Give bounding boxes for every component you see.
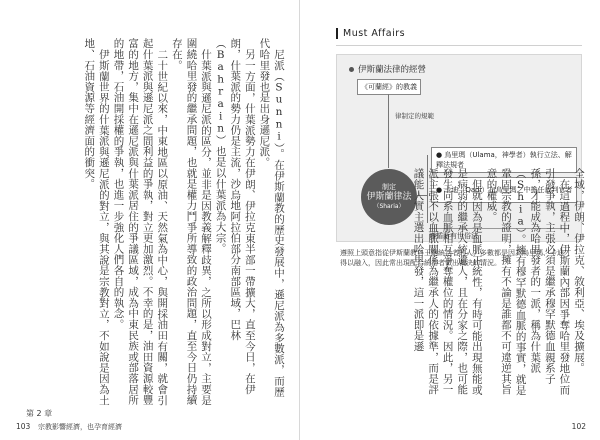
header-bar-icon xyxy=(336,28,338,39)
connector-line xyxy=(388,94,389,168)
circle-line-2: 伊斯蘭律法 xyxy=(366,192,412,202)
diagram-caption: 遵照上頭意指從伊斯蘭教各王朝統治者的人，多數都是因為烏里瑪、卡迪才得以融入，因此常出現配合統治者做出裁決的情況。 xyxy=(340,249,571,267)
ulama-text: ● 烏里瑪（Ulama，神學者）執行立法、解釋法規者 xyxy=(436,151,572,169)
quran-box xyxy=(357,79,421,95)
page-number-left: 103 xyxy=(16,422,31,431)
right-paragraph: 在這過程中，伊斯蘭內部因爭奪哈里發地位而引發爭執，主張必須是繼承穆罕默德血親系子孫，才能成為哈里發者的一派，稱為什葉派（Shia）。擁有穆罕默德血脈的事實，就是鞏固宗教的證明，擁有不論是誰都不可違逆其旨意的權威。 xyxy=(485,168,571,396)
qadi-text: ● 卡迪（Qadi）在烏里瑪之中擔任裁判官者 xyxy=(436,186,573,194)
secular-law-label: 遵循所有世俗法 xyxy=(429,228,569,241)
diagram-title xyxy=(349,63,426,75)
chapter-subtitle: 宗教影響經濟，也孕育經濟 xyxy=(38,423,122,431)
quran-box-text: 《可蘭經》的教義 xyxy=(361,83,417,91)
section-header-text: Must Affairs xyxy=(343,28,406,39)
right-paragraph: 但就因為是血脈正統性，有時可能出現無能或是病弱的繼承人統遺人，且在分家之際，也可能發生同系血脈相互爭奪權位的情況。因此，另一派主張不以血脈關係為繼承人的依據準，而是評議能人實主選出哈里發，這一派即是遜 xyxy=(412,168,483,395)
header-rule xyxy=(336,45,582,46)
chapter-label: 第 2 章 xyxy=(26,409,53,418)
left-paragraph: 伊斯蘭世界的什葉派與遜尼派的對立，與其說是宗教對立，不如說是因為土地、石油資源等經濟面的衝突。 xyxy=(83,38,110,405)
right-page xyxy=(300,0,600,440)
left-body-text xyxy=(16,38,286,406)
left-paragraph: 另一方面，什葉派勢力在伊朗、伊拉克東半部一帶擴大，直至今日，在伊朗，什葉派的勢力仍是主流，沙烏地阿拉伯部分南部區域，巴林（Bahrain）也是以什葉派為大宗。 xyxy=(214,38,256,395)
left-paragraph: 二十世紀以來，中東地區以原油、天然氣為中心，與開採油田有關，就會引起什葉派與遜尼派之間利益的爭執，對立更加激烈。不幸的是，油田資源較豐富的地方，集中在遜尼派與什葉派居住的爭議區域，成為中東民族或部落居所的地帶，石油開採權的爭執，也進一步強化人們各自的執念。 xyxy=(112,38,169,406)
diagram-title-text: 伊斯蘭法律的經營 xyxy=(358,65,427,75)
right-body-text xyxy=(332,168,586,400)
page-number-right: 102 xyxy=(571,422,586,431)
section-header xyxy=(336,28,405,39)
bullet-icon xyxy=(349,67,354,72)
left-paragraph: 尼派（Sunni）。在伊斯蘭教的歷史發展中，遜尼派為多數派，而歷代哈里發也是出身遜尼派。 xyxy=(258,38,285,397)
rule-label: 律制定的規範 xyxy=(395,112,434,120)
circle-line-3: （Sharia） xyxy=(373,203,405,210)
right-paragraph: 全域，伊朗、伊拉克、敘利亞、埃及擴展。 xyxy=(573,168,585,374)
circle-line-1: 制定 xyxy=(382,183,396,191)
left-paragraph: 什葉派與遜尼派的區分，並非是因教義解釋歧異，之所以形成對立，主要是圍繞哈里發的繼承問題，也就是權力鬥爭所導致的政治問題，直至今日仍持續存在。 xyxy=(170,38,213,406)
